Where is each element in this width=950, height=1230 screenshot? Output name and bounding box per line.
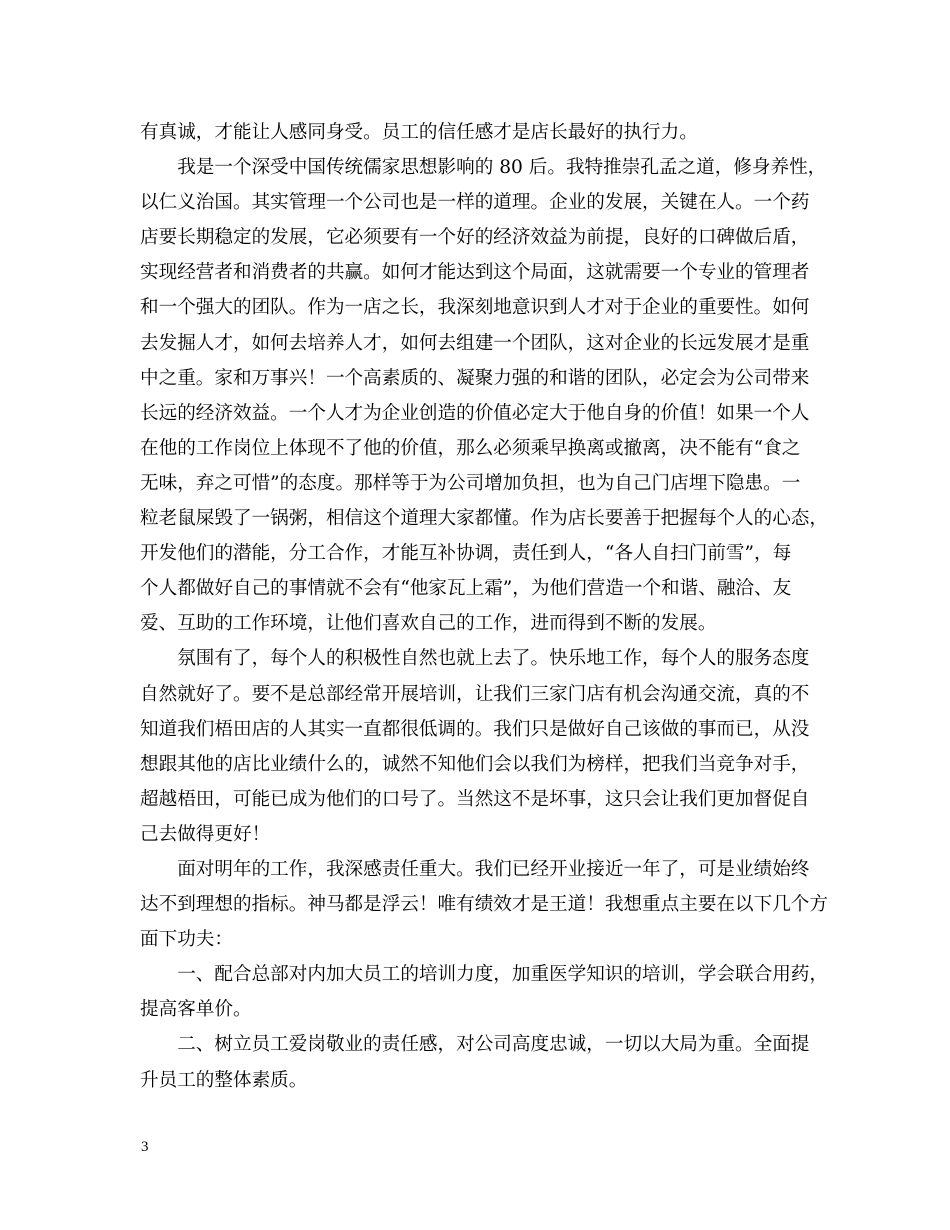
text-line: 面对明年的工作，我深感责任重大。我们已经开业接近一年了，可是业绩始终	[140, 858, 810, 880]
text-line: 自然就好了。要不是总部经常开展培训，让我们三家门店有机会沟通交流，真的不	[140, 683, 810, 705]
text-line: 店要长期稳定的发展，它必须要有一个好的经济效益为前提，良好的口碑做后盾，	[140, 227, 810, 249]
text-line: 长远的经济效益。一个人才为企业创造的价值必定大于他自身的价值！如果一个人	[140, 402, 810, 424]
text-line: 爱、互助的工作环境，让他们喜欢自己的工作，进而得到不断的发展。	[140, 613, 717, 635]
text-line: 开发他们的潜能，分工合作，才能互补协调，责任到人，“各人自扫门前雪”，每	[140, 543, 792, 565]
page-number: 3	[141, 1139, 149, 1155]
text-line: 中之重。家和万事兴！一个高素质的、凝聚力强的和谐的团队，必定会为公司带来	[140, 367, 810, 389]
text-line: 粒老鼠屎毁了一锅粥，相信这个道理大家都懂。作为店长要善于把握每个人的心态，	[140, 508, 828, 530]
text-line: 有真诚，才能让人感同身受。员工的信任感才是店长最好的执行力。	[140, 122, 698, 143]
text-line: 达不到理想的指标。神马都是浮云！唯有绩效才是王道！我想重点主要在以下几个方	[140, 894, 828, 916]
text-line: 我是一个深受中国传统儒家思想影响的 80 后。我特推崇孔孟之道，修身养性，	[140, 157, 827, 179]
text-line: 去发掘人才，如何去培养人才，如何去组建一个团队，这对企业的长远发展才是重	[140, 332, 810, 354]
text-line: 想跟其他的店比业绩什么的，诚然不知他们会以我们为榜样，把我们当竞争对手，	[140, 753, 810, 775]
text-line: 以仁义治国。其实管理一个公司也是一样的道理。企业的发展，关键在人。一个药	[140, 192, 810, 214]
text-line: 和一个强大的团队。作为一店之长，我深刻地意识到人才对于企业的重要性。如何	[140, 297, 810, 319]
text-line: 在他的工作岗位上体现不了他的价值，那么必须乘早换离或撤离，决不能有“食之	[140, 437, 801, 459]
text-line: 氛围有了，每个人的积极性自然也就上去了。快乐地工作，每个人的服务态度	[140, 648, 810, 670]
text-line: 实现经营者和消费者的共赢。如何才能达到这个局面，这就需要一个专业的管理者	[140, 262, 810, 284]
text-line: 提高客单价。	[140, 999, 252, 1021]
text-line: 超越梧田，可能已成为他们的口号了。当然这不是坏事，这只会让我们更加督促自	[140, 788, 810, 810]
text-line: 无味，弃之可惜”的态度。那样等于为公司增加负担，也为自己门店埋下隐患。一	[140, 472, 801, 494]
text-line: 己去做得更好！	[140, 823, 271, 845]
text-line: 个人都做好自己的事情就不会有“他家瓦上霜”，为他们营造一个和谐、融洽、友	[140, 578, 792, 600]
text-line: 二、树立员工爱岗敬业的责任感，对公司高度忠诚，一切以大局为重。全面提	[140, 1034, 810, 1056]
body-text	[140, 115, 830, 1098]
text-line: 面下功夫：	[140, 929, 233, 951]
text-line: 升员工的整体素质。	[140, 1069, 308, 1091]
text-line: 一、配合总部对内加大员工的培训力度，加重医学知识的培训，学会联合用药，	[140, 964, 828, 986]
text-line: 知道我们梧田店的人其实一直都很低调的。我们只是做好自己该做的事而已，从没	[140, 718, 810, 740]
